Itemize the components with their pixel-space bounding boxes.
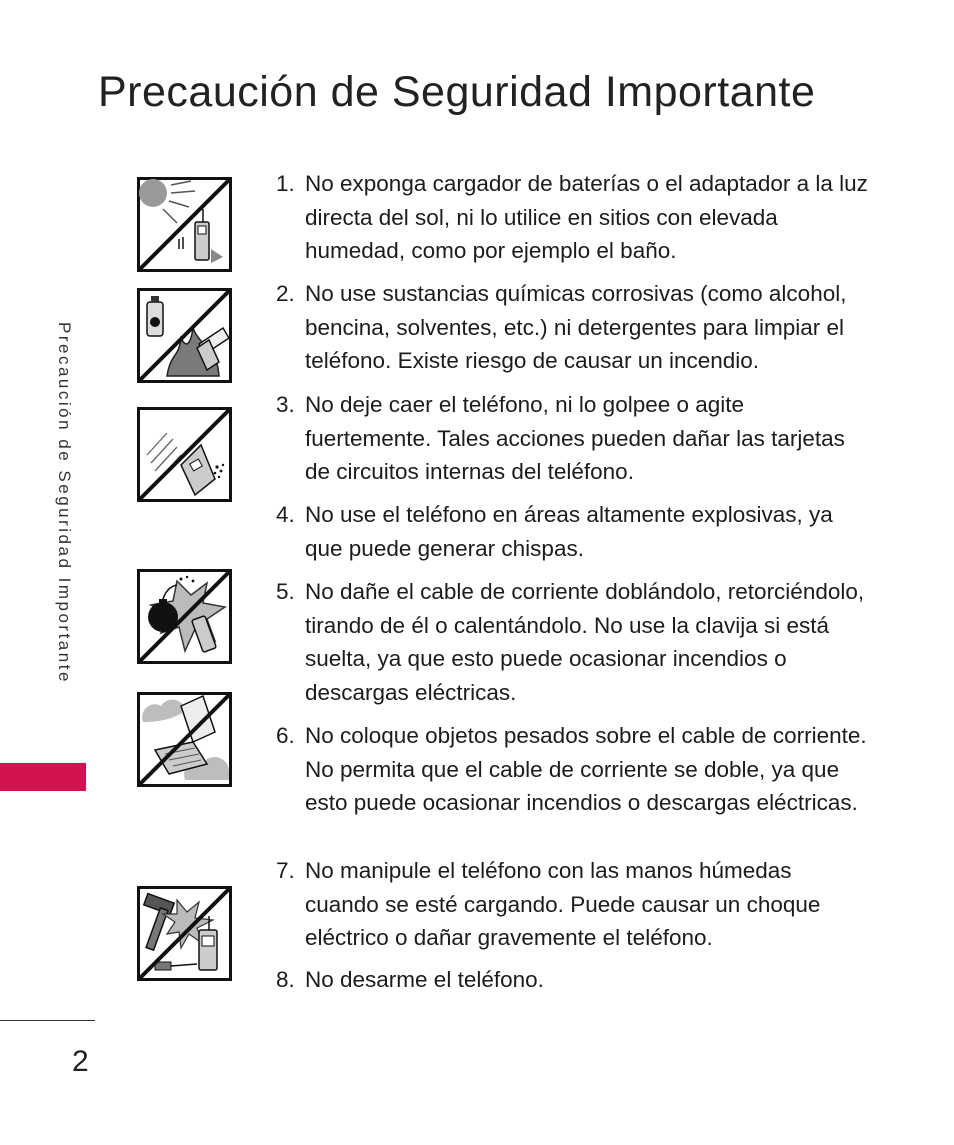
item-number: 8.	[276, 967, 295, 992]
item-text: No use el teléfono en áreas altamente explosivas, ya que puede generar chispas.	[305, 502, 833, 561]
list-item	[276, 963, 871, 997]
chemical-fire-warning-icon	[137, 288, 232, 383]
list-item	[276, 167, 871, 268]
item-text: No dañe el cable de corriente doblándolo, retorciéndolo, tirando de él o calentándolo. No use la clavija si está suelta, ya que esto puede ocasionar incendios o descargas eléctricas.	[305, 579, 865, 705]
drop-shake-warning-icon	[137, 407, 232, 502]
item-number: 2.	[276, 281, 295, 306]
item-number: 3.	[276, 392, 295, 417]
disassembly-warning-icon	[137, 886, 232, 981]
item-text: No coloque objetos pesados sobre el cable de corriente. No permita que el cable de corriente se doble, ya que esto puede ocasionar incendios o descargas eléctricas.	[305, 723, 867, 816]
footer-divider	[0, 1020, 95, 1021]
item-number: 7.	[276, 858, 295, 883]
list-item	[276, 575, 871, 709]
item-text: No use sustancias químicas corrosivas (como alcohol, bencina, solventes, etc.) ni detergentes para limpiar el teléfono. Existe riesgo de causar un incendio.	[305, 281, 847, 374]
explosive-area-warning-icon	[137, 569, 232, 664]
item-number: 4.	[276, 502, 295, 527]
item-text: No desarme el teléfono.	[305, 967, 544, 992]
section-accent-bar	[0, 763, 86, 791]
list-item	[276, 498, 871, 565]
heavy-objects-warning-icon	[137, 692, 232, 787]
list-item	[276, 388, 871, 489]
sun-humidity-warning-icon	[137, 177, 232, 272]
list-item	[276, 277, 871, 378]
item-text: No manipule el teléfono con las manos húmedas cuando se esté cargando. Puede causar un choque eléctrico o dañar gravemente el teléfono.	[305, 858, 821, 951]
item-text: No exponga cargador de baterías o el adaptador a la luz directa del sol, ni lo utilice en sitios con elevada humedad, como por ejemplo el baño.	[305, 171, 868, 264]
item-number: 1.	[276, 171, 295, 196]
item-number: 5.	[276, 579, 295, 604]
item-text: No deje caer el teléfono, ni lo golpee o agite fuertemente. Tales acciones pueden dañar las tarjetas de circuitos internas del teléfono.	[305, 392, 845, 485]
page-title: Precaución de Seguridad Importante	[98, 68, 816, 116]
list-item	[276, 719, 871, 820]
page-number: 2	[72, 1045, 89, 1078]
item-number: 6.	[276, 723, 295, 748]
side-section-tab: Precaución de Seguridad Importante	[55, 322, 74, 684]
list-item	[276, 854, 871, 955]
